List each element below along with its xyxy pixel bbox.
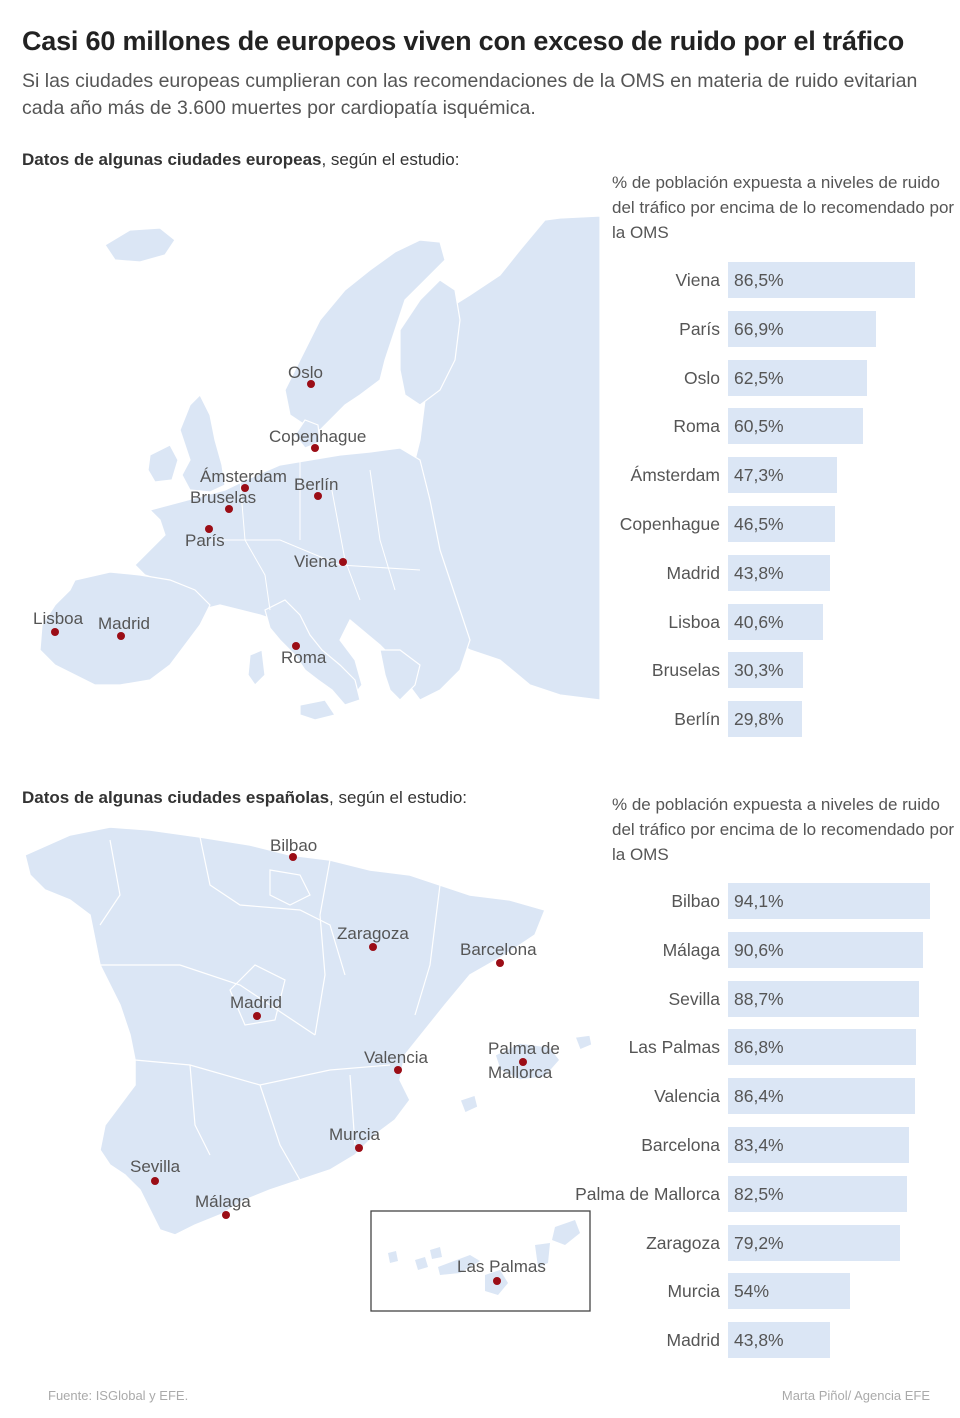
bar-category-label: Madrid: [666, 1330, 720, 1351]
map-label-barcelona: Barcelona: [460, 940, 537, 959]
page-subtitle: Si las ciudades europeas cumplieran con las recomendaciones de la OMS en materia de ruido evitarian cada año más de 3.600 muertes por cardiopatía isquémica.: [22, 70, 918, 119]
bar-category-label: Zaragoza: [646, 1232, 720, 1253]
bar-value-label: 86,5%: [734, 270, 784, 290]
bar-value-label: 43,8%: [734, 1330, 784, 1351]
bar-category-label: Murcia: [667, 1281, 720, 1302]
spain-section-heading: [22, 788, 467, 808]
map-label-berlin: Berlín: [294, 475, 339, 494]
europe-bar-row: [0, 506, 960, 544]
map-label-viena: Viena: [294, 552, 338, 571]
bar-category-label: Bruselas: [651, 660, 720, 681]
bar-category-label: Málaga: [662, 939, 720, 960]
europe-bar-row: [0, 311, 960, 349]
bar-category-label: Madrid: [666, 562, 720, 583]
bar-value-label: 86,4%: [734, 1086, 784, 1107]
bar-value-label: 83,4%: [734, 1135, 784, 1155]
map-label-lisboa: Lisboa: [33, 609, 84, 628]
europe-bar-row: [0, 457, 960, 495]
bar-value-label: 54%: [734, 1281, 770, 1302]
bar-value-label: 60,5%: [734, 416, 784, 437]
bar-value-label: 88,7%: [734, 988, 784, 1009]
map-label-bilbao: Bilbao: [270, 836, 318, 855]
spain-bar-row: [0, 1225, 960, 1263]
bar-category-label: Sevilla: [668, 988, 720, 1009]
bar-value-label: 79,2%: [734, 1232, 784, 1253]
bar-value-label: 29,8%: [734, 709, 784, 730]
map-label-murcia: Murcia: [329, 1125, 381, 1144]
bar-value-label: 86,8%: [734, 1037, 784, 1058]
map-label-oslo: Oslo: [288, 363, 323, 382]
spain-bar-row: [0, 1273, 960, 1311]
europe-heading-rest: , según el estudio:: [321, 150, 460, 169]
bar-category-label: París: [679, 318, 720, 339]
bar-value-label: 90,6%: [734, 939, 784, 960]
bar-value-label: 30,3%: [734, 660, 784, 681]
bar-category-label: Copenhague: [619, 514, 720, 534]
bar-value-label: 47,3%: [734, 465, 784, 486]
map-region-iceland: [105, 228, 175, 262]
spain-heading-bold: Datos de algunas ciudades españolas: [22, 788, 330, 807]
bar-category-label: Ámsterdam: [630, 465, 720, 486]
spain-bar-row: [0, 1322, 960, 1360]
spain-bar-row: [0, 1078, 960, 1116]
bar-category-label: Barcelona: [641, 1135, 720, 1155]
bar-value-label: 94,1%: [734, 891, 784, 911]
spain-bar-row: [0, 932, 960, 970]
bar-value-label: 82,5%: [734, 1183, 784, 1204]
map-label-valencia: Valencia: [364, 1048, 428, 1067]
map-label-madrid-es: Madrid: [230, 993, 282, 1012]
europe-bar-row: [0, 701, 960, 739]
footer-source: Fuente: ISGlobal y EFE.: [48, 1388, 189, 1403]
bar-value-label: 46,5%: [734, 514, 784, 534]
map-label-las-palmas: Las Palmas: [457, 1257, 546, 1276]
map-label-copenhague: Copenhague: [269, 427, 367, 446]
spain-bar-row: [0, 1176, 960, 1214]
europe-bar-row: [0, 604, 960, 642]
bar-value-label: 66,9%: [734, 318, 784, 339]
europe-bar-row: [0, 360, 960, 398]
page-title: Casi 60 millones de europeos viven con exceso de ruido por el tráfico: [22, 26, 904, 56]
bar-value-label: 62,5%: [734, 367, 784, 388]
spain-chart-legend: % de población expuesta a niveles de ruido del tráfico por encima de lo recomendado por la OMS: [612, 795, 955, 864]
map-label-roma: Roma: [281, 648, 327, 667]
spain-bar-row: [0, 883, 960, 921]
bar-category-label: Roma: [673, 416, 720, 437]
spain-heading-rest: , según el estudio:: [329, 788, 468, 807]
spain-bar-row: [0, 1127, 960, 1165]
footer-credit: Marta Piñol/ Agencia EFE: [781, 1388, 930, 1403]
bar-category-label: Las Palmas: [628, 1037, 720, 1058]
europe-bar-row: [0, 652, 960, 690]
map-label-madrid: Madrid: [98, 614, 150, 633]
bar-value-label: 40,6%: [734, 611, 784, 632]
map-label-sevilla: Sevilla: [130, 1157, 181, 1176]
spain-bar-row: [0, 981, 960, 1019]
europe-bar-row: [0, 555, 960, 593]
europe-heading-bold: Datos de algunas ciudades europeas: [22, 150, 322, 169]
map-label-paris: París: [185, 531, 225, 550]
map-label-malaga: Málaga: [195, 1192, 251, 1211]
map-label-palma-2: Mallorca: [488, 1063, 553, 1082]
europe-section-heading: [22, 150, 459, 170]
europe-bar-row: [0, 408, 960, 446]
bar-category-label: Bilbao: [671, 891, 720, 911]
europe-bar-row: [0, 262, 960, 300]
spain-bar-row: [0, 1029, 960, 1067]
bar-category-label: Oslo: [684, 367, 720, 388]
map-label-amsterdam: Ámsterdam: [200, 467, 287, 486]
bar-category-label: Berlín: [674, 709, 720, 730]
bar-category-label: Valencia: [654, 1086, 720, 1107]
bar-category-label: Palma de Mallorca: [575, 1183, 720, 1204]
bar-category-label: Viena: [675, 270, 720, 290]
map-label-zaragoza: Zaragoza: [337, 924, 409, 943]
bar-value-label: 43,8%: [734, 562, 784, 583]
map-label-palma-1: Palma de: [488, 1039, 560, 1058]
bar-category-label: Lisboa: [668, 611, 720, 632]
map-label-bruselas: Bruselas: [190, 488, 257, 507]
europe-chart-legend: % de población expuesta a niveles de ruido del tráfico por encima de lo recomendado por la OMS: [612, 173, 955, 242]
